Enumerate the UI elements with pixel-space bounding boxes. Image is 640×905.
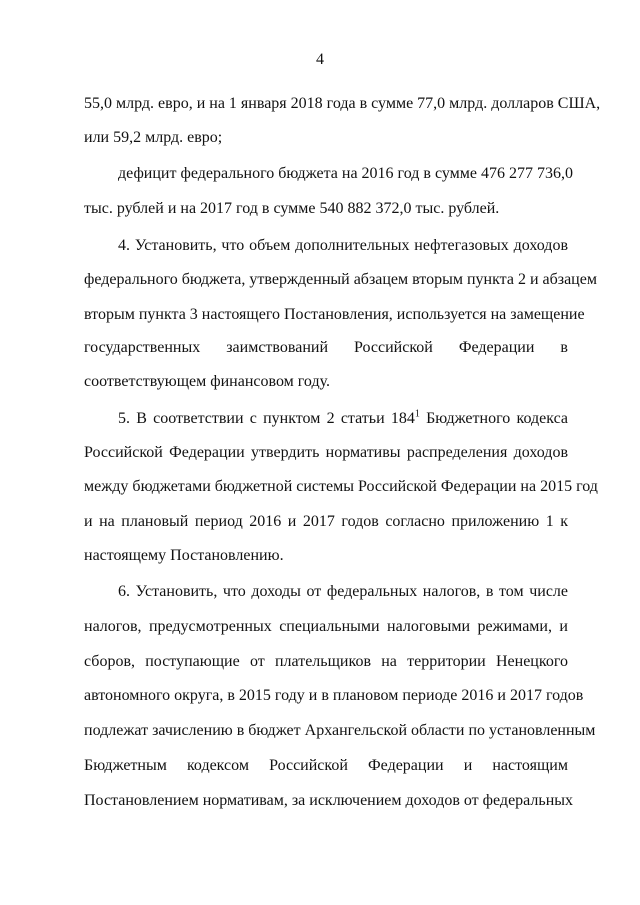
- word: и: [463, 757, 473, 774]
- text-line: вторым пункта 3 настоящего Постановления, используется на замещение: [84, 306, 585, 323]
- text-line: [118, 409, 568, 429]
- text-line: Российской Федерации утвердить нормативы распределения доходов: [84, 444, 568, 461]
- text-line: 4. Установить, что объем дополнительных нефтегазовых доходов: [118, 237, 568, 254]
- footnote-superscript: 1: [414, 408, 420, 420]
- word: Бюджетным: [84, 757, 167, 774]
- word: Федерации: [368, 757, 444, 774]
- text-line: подлежат зачислению в бюджет Архангельской области по установленным: [84, 722, 596, 739]
- word: в: [560, 339, 568, 356]
- page-number: 4: [316, 51, 324, 68]
- text-line: [84, 756, 568, 776]
- text-fragment: Бюджетного кодекса: [419, 410, 568, 427]
- text-fragment: 5. В соответствии с пунктом 2 статьи 184: [118, 410, 415, 427]
- text-line: настоящему Постановлению.: [84, 547, 284, 564]
- text-line: автономного округа, в 2015 году и в плановом периоде 2016 и 2017 годов: [84, 687, 584, 704]
- text-line: Постановлением нормативам, за исключением доходов от федеральных: [84, 792, 574, 809]
- word: Федерации: [458, 339, 535, 356]
- word: Российской: [354, 339, 433, 356]
- text-line: 6. Установить, что доходы от федеральных налогов, в том числе: [118, 583, 568, 600]
- text-line: налогов, предусмотренных специальными налоговыми режимами, и: [84, 618, 568, 635]
- text-line: сборов, поступающие от плательщиков на территории Ненецкого: [84, 653, 568, 670]
- text-line: и на плановый период 2016 и 2017 годов согласно приложению 1 к: [84, 513, 568, 530]
- text-line: [84, 338, 568, 358]
- text-line: дефицит федерального бюджета на 2016 год в сумме 476 277 736,0: [118, 165, 573, 182]
- word: настоящим: [492, 757, 568, 774]
- text-line: федерального бюджета, утвержденный абзацем вторым пункта 2 и абзацем: [84, 271, 597, 288]
- word: кодексом: [186, 757, 249, 774]
- text-line: тыс. рублей и на 2017 год в сумме 540 882 372,0 тыс. рублей.: [84, 200, 500, 217]
- word: Российской: [269, 757, 348, 774]
- text-line: или 59,2 млрд. евро;: [84, 129, 223, 146]
- text-line: 55,0 млрд. евро, и на 1 января 2018 года в сумме 77,0 млрд. долларов США,: [84, 95, 601, 112]
- word: заимствований: [226, 339, 328, 356]
- text-line: соответствующем финансовом году.: [84, 373, 330, 390]
- word: государственных: [84, 339, 201, 356]
- text-line: между бюджетами бюджетной системы Российской Федерации на 2015 год: [84, 478, 598, 495]
